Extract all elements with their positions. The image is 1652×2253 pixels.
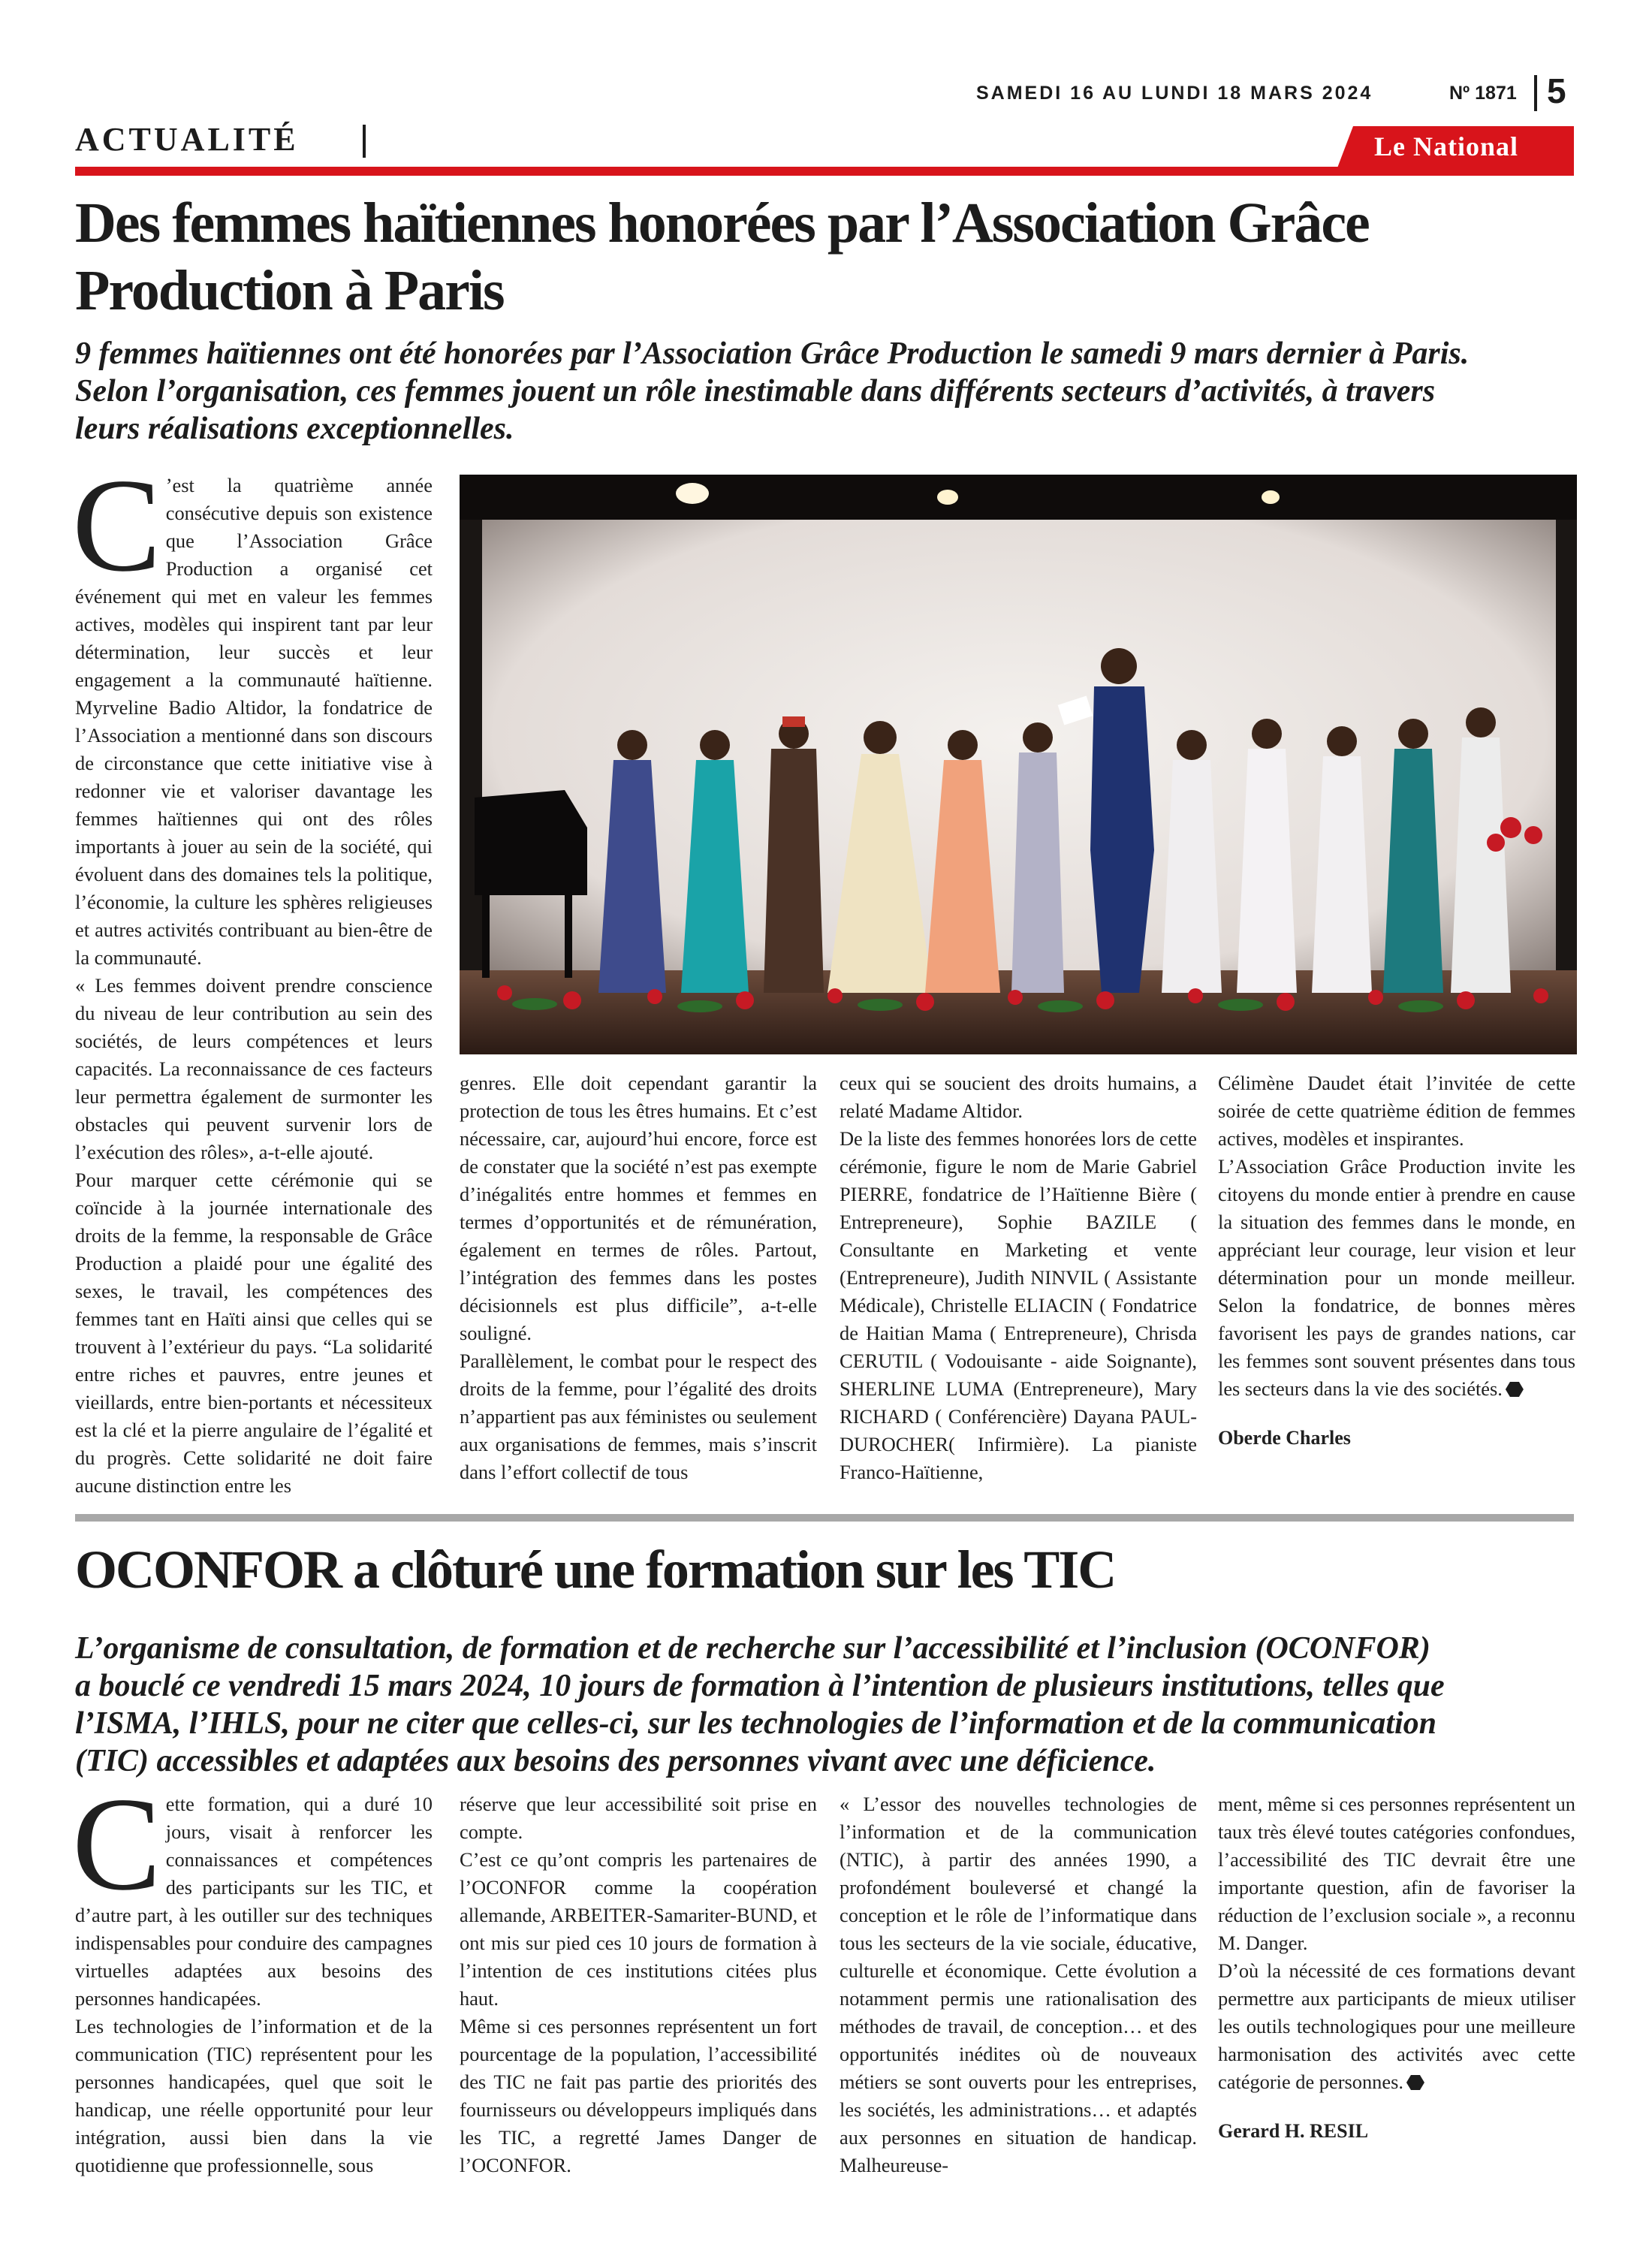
article1-lede xyxy=(75,335,1577,448)
article2-col3-paragraph-1: « L’essor des nouvelles technologies de l’information et de la communication (NTIC), à partir des années 1990, a profondément bouleversé et changé la conception et le rôle de l’informatique dans tous les secteurs de la vie sociale, éducative, culturelle et économique. Cette évolution a notamment permis une rationalisation des méthodes de travail, de conception… et des opportunités inédites où de nouveaux métiers se sont ouverts pour les entreprises, les sociétés, les administrations… et adaptés aux personnes en situation de handicap. Malheureuse- xyxy=(840,1793,1197,2176)
hexagon-end-mark-icon xyxy=(1406,2075,1424,2090)
article1-column-3 xyxy=(840,1069,1197,1490)
article1-headline-line2: Production à Paris xyxy=(75,259,504,322)
article2-column-4 xyxy=(1218,1790,1575,2226)
article1-col3-paragraph-1: ceux qui se soucient des droits humains, a relaté Madame Altidor. xyxy=(840,1072,1197,1122)
article2-column-1 xyxy=(72,1769,433,2226)
article2-col2-paragraph-2: C’est ce qu’ont compris les partenaires de l’OCONFOR comme la coopération allemande, ARBEITER-Samariter-BUND, et ont mis sur pied ces 10 jours de formation à l’intention de ces institutions citées plus haut. xyxy=(460,1848,817,2010)
article2-col2-paragraph-3: Même si ces personnes représentent un fort pourcentage de la population, l’accessibilité des TIC ne fait pas partie des priorités des fournisseurs ou développeurs impliqués dans les TIC, a regretté James Danger de l’OCONFOR. xyxy=(460,2015,817,2176)
article2-lede-line1: L’organisme de consultation, de formation et de recherche sur l’accessibilité et l’inclusion (OCONFOR) xyxy=(75,1631,1430,1666)
issue-number: Nº 1871 xyxy=(1449,83,1517,104)
ceremony-photo-illustration xyxy=(460,475,1577,1054)
article2-column-2 xyxy=(460,1790,817,2226)
article2-col1-paragraph-2: Les technologies de l’information et de la communication (TIC) représentent pour les personnes handicapées, quel que soit le handicap, une réelle opportunité pour leur intégration, aussi bien dans la vie quotidienne que professionnelle, sous xyxy=(75,2015,433,2176)
article1-col4-paragraph-2-text: L’Association Grâce Production invite les citoyens du monde entier à prendre en cause la situation des femmes dans le monde, en appréciant leur courage, leur vision et leur détermination pour un monde meilleur. Selon la fondatrice, de bonnes mères favorisent les pays de grandes nations, car les femmes sont souvent présentes dans tous les secteurs dans la vie des sociétés. xyxy=(1218,1155,1575,1400)
article1-column-1 xyxy=(72,451,433,1497)
hexagon-end-mark-icon xyxy=(1506,1382,1524,1397)
article2-col4-paragraph-1: ment, même si ces personnes représentent un taux très élevé toutes catégories confondues, l’accessibilité des TIC devrait être une importante question, afin de favoriser la réduction de l’exclusion sociale », a reconnu M. Danger. xyxy=(1218,1793,1575,1954)
article1-col1-paragraph-2: « Les femmes doivent prendre conscience du niveau de leur contribution au sein des sociétés, de leurs compétences et leurs capacités. La reconnaissance de ces facteurs leur permettra également de surmonter les obstacles qui peuvent survenir lors de l’exécution des rôles», a-t-elle ajouté. xyxy=(75,974,433,1163)
ceremony-photo xyxy=(460,475,1577,1054)
article1-col2-paragraph-2: Parallèlement, le combat pour le respect des droits de la femme, pour l’égalité des droits n’appartient pas aux féministes ou seulement aux organisations de femmes, mais s’inscrit dans l’effort collectif de tous xyxy=(460,1350,817,1483)
article-separator-rule xyxy=(75,1514,1574,1522)
article1-lede-line3: leurs réalisations exceptionnelles. xyxy=(75,412,514,446)
article1-byline: Oberde Charles xyxy=(1218,1427,1351,1449)
page-number-divider xyxy=(1534,75,1537,111)
article1-col4-paragraph-2 xyxy=(1218,1153,1575,1403)
issue-date: SAMEDI 16 AU LUNDI 18 MARS 2024 xyxy=(976,83,1373,104)
article1-col3-paragraph-2: De la liste des femmes honorées lors de cette cérémonie, figure le nom de Marie Gabriel PIERRE, fondatrice de l’Haïtienne Bière ( Entrepreneure), Sophie BAZILE ( Consultante en Marketing et vente (Entrepreneure), Judith NINVIL ( Assistante Médicale), Christelle ELIACIN ( Fondatrice de Haitian Mama ( Entrepreneure), Chrisda CERUTIL ( Vodouisante - aide Soignante), SHERLINE LUMA (Entrepreneure), Mary RICHARD ( Conférencière) Dayana PAUL-DUROCHER( Infirmière). La pianiste Franco-Haïtienne, xyxy=(840,1127,1197,1483)
article2-lede-line2: a bouclé ce vendredi 15 mars 2024, 10 jours de formation à l’intention de plusieurs institutions, telles que xyxy=(75,1669,1445,1703)
article1-lede-line2: Selon l’organisation, ces femmes jouent un rôle inestimable dans différents secteurs d’activités, à travers xyxy=(75,374,1436,409)
article2-column-3 xyxy=(840,1790,1197,2226)
article2-drop-cap: C xyxy=(72,1769,161,1918)
article2-col2-paragraph-1: réserve que leur accessibilité soit prise en compte. xyxy=(460,1793,817,1843)
header-red-rule xyxy=(75,167,1574,176)
article1-drop-cap: C xyxy=(72,451,161,599)
page-number: 5 xyxy=(1547,71,1566,110)
article1-column-4 xyxy=(1218,1069,1575,1490)
article2-col4-paragraph-2-text: D’où la nécessité de ces formations devant permettre aux participants de mieux utiliser les outils technologiques pour une meilleure harmonisation des activités avec cette catégorie de personnes. xyxy=(1218,1959,1575,2093)
article1-col1-paragraph-1: ’est la quatrième année consécutive depuis son existence que l’Association Grâce Production a organisé cet événement qui met en valeur les femmes actives, modèles qui inspirent tant par leur détermination, leur succès et leur engagement a la communauté haïtienne. Myrveline Badio Altidor, la fondatrice de l’Association a mentionné dans son discours de circonstance que cette initiative vise à redonner vie et valoriser davantage les femmes haïtiennes qui ont des rôles importants à jouer au sein de la société, qui évoluent dans des domaines tels la politique, l’économie, la culture les sphères religieuses et autres activités contribuant au bien-être de la communauté. xyxy=(75,474,433,969)
article1-lede-line1: 9 femmes haïtiennes ont été honorées par l’Association Grâce Production le samedi 9 mars dernier à Paris. xyxy=(75,336,1470,371)
article2-lede-line4: (TIC) accessibles et adaptées aux besoins des personnes vivant avec une déficience. xyxy=(75,1744,1156,1778)
article2-col1-paragraph-1: ette formation, qui a duré 10 jours, visait à renforcer les connaissances et compétences des participants sur les TIC, et d’autre part, à les outiller sur des techniques indispensables pour conduire des campagnes virtuelles adaptées aux besoins des personnes handicapées. xyxy=(75,1793,433,2010)
article2-lede-line3: l’ISMA, l’IHLS, pour ne citer que celles-ci, sur les technologies de l’information et de la communication xyxy=(75,1706,1437,1741)
article1-column-2 xyxy=(460,1069,817,1490)
article2-lede xyxy=(75,1630,1577,1780)
section-title: ACTUALITÉ xyxy=(75,121,299,158)
article1-headline xyxy=(75,189,1547,324)
article1-col4-paragraph-1: Célimène Daudet était l’invitée de cette soirée de cette quatrième édition de femmes actives, modèles et inspirantes. xyxy=(1218,1072,1575,1150)
section-divider xyxy=(363,125,366,158)
article1-headline-line1: Des femmes haïtiennes honorées par l’Association Grâce xyxy=(75,192,1369,255)
article2-headline: OCONFOR a clôturé une formation sur les TIC xyxy=(75,1540,1116,1600)
article1-col2-paragraph-1: genres. Elle doit cependant garantir la protection de tous les êtres humains. Et c’est nécessaire, car, aujourd’hui encore, force est de constater que la société n’est pas exempte d’inégalités entre hommes et femmes en termes d’opportunités et de rémunération, également en termes de rôles. Partout, l’intégration des femmes dans les postes décisionnels est plus difficile”, a-t-elle souligné. xyxy=(460,1072,817,1344)
article2-byline: Gerard H. RESIL xyxy=(1218,2120,1369,2142)
newspaper-brand: Le National xyxy=(1374,131,1519,161)
article2-col4-paragraph-2 xyxy=(1218,1957,1575,2096)
article1-col1-paragraph-3: Pour marquer cette cérémonie qui se coïncide à la journée internationale des droits de la femme, la responsable de Grâce Production a plaidé pour une égalité des sexes, le travail, les compétences des femmes tant en Haïti ainsi que celles qui se trouvent à l’extérieur du pays. “La solidarité entre riches et pauvres, entre jeunes et vieillards, entre bien-portants et nécessiteux est la clé et la pierre angulaire de l’égalité et du progrès. Cette solidarité ne doit faire aucune distinction entre les xyxy=(75,1169,433,1497)
